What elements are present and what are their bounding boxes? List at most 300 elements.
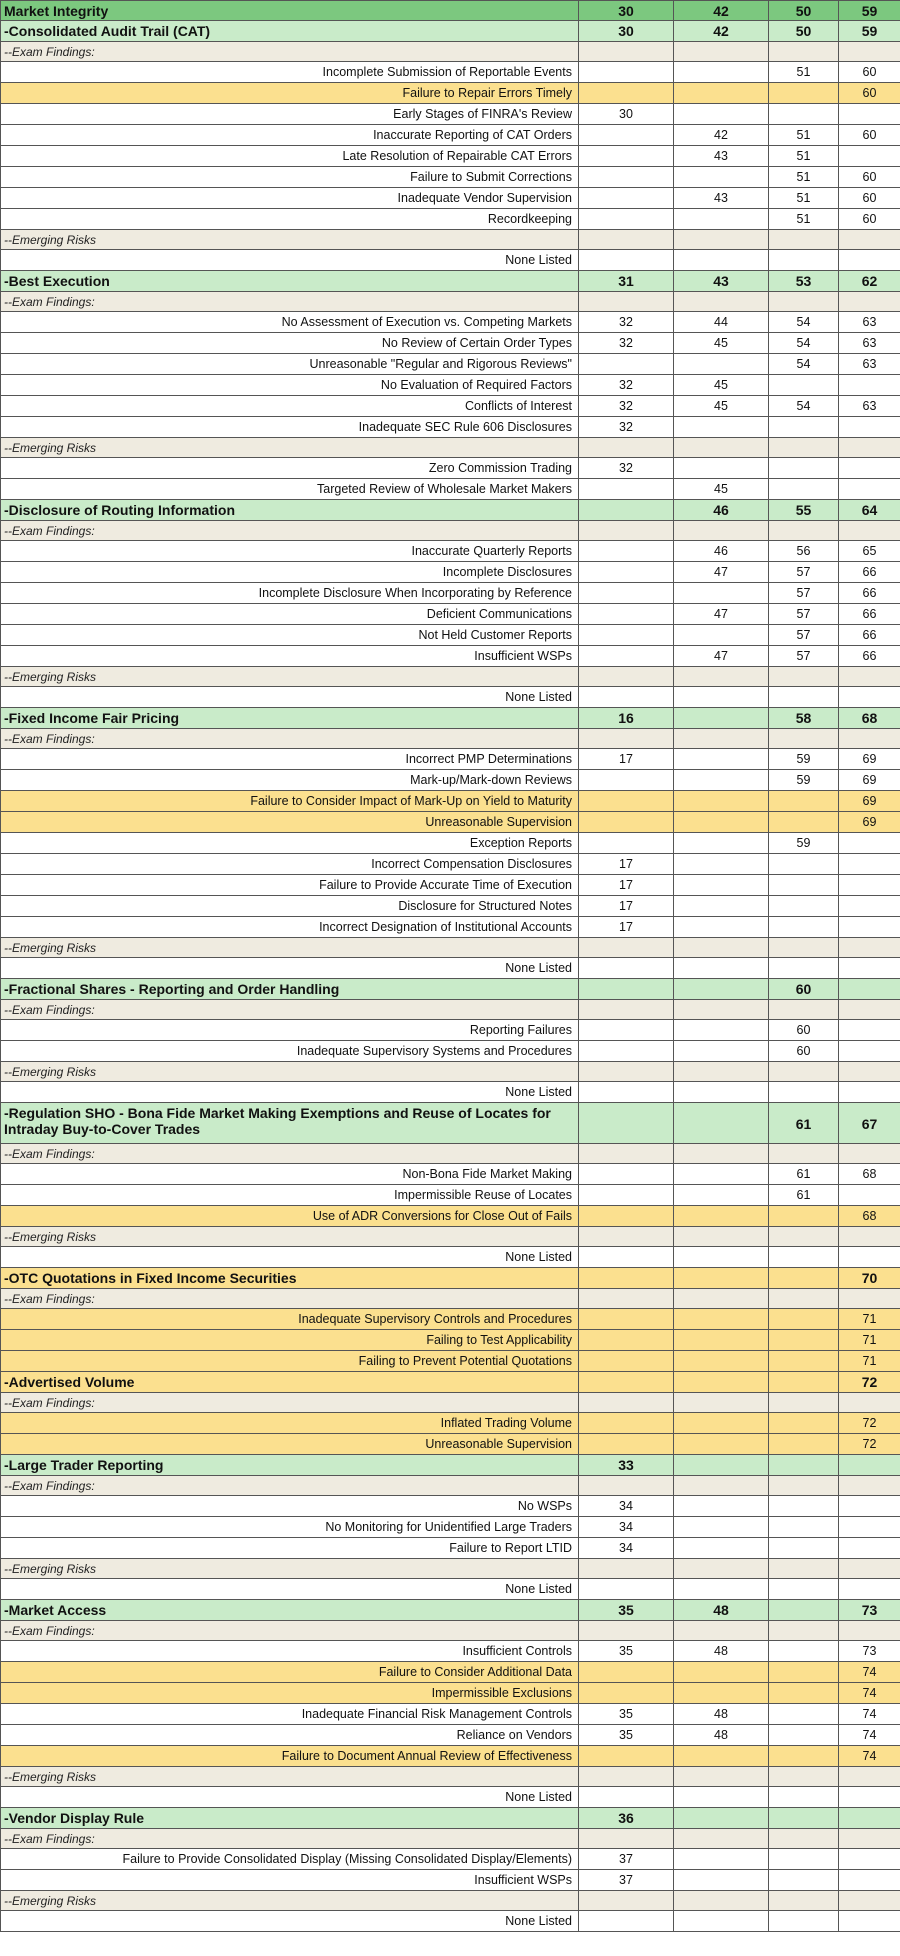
- value-cell: [839, 729, 900, 749]
- finding-row: [1, 312, 900, 333]
- value-cell: [579, 1911, 674, 1932]
- finding-label: Inadequate Supervisory Controls and Procedures: [1, 1309, 579, 1330]
- value-cell: 54: [769, 312, 839, 333]
- value-cell: 51: [769, 125, 839, 146]
- finding-label: Inflated Trading Volume: [1, 1413, 579, 1434]
- value-cell: 73: [839, 1641, 900, 1662]
- value-cell: [674, 104, 769, 125]
- finding-label: Failing to Test Applicability: [1, 1330, 579, 1351]
- value-cell: [579, 1000, 674, 1020]
- value-cell: [674, 1496, 769, 1517]
- value-cell: [674, 1020, 769, 1041]
- value-cell: 60: [839, 188, 900, 209]
- value-cell: 70: [839, 1268, 900, 1289]
- findings-label: --Exam Findings:: [1, 1289, 579, 1309]
- value-cell: [579, 1309, 674, 1330]
- finding-row: [1, 125, 900, 146]
- value-cell: [579, 83, 674, 104]
- finding-label: Impermissible Reuse of Locates: [1, 1185, 579, 1206]
- value-cell: 30: [579, 21, 674, 42]
- section-title: -Consolidated Audit Trail (CAT): [1, 21, 579, 42]
- value-cell: [839, 1808, 900, 1829]
- value-cell: [579, 1767, 674, 1787]
- value-cell: [579, 1393, 674, 1413]
- value-cell: 60: [769, 1041, 839, 1062]
- value-cell: [579, 833, 674, 854]
- value-cell: [839, 1455, 900, 1476]
- finding-label: Early Stages of FINRA's Review: [1, 104, 579, 125]
- finding-label: Failure to Consider Additional Data: [1, 1662, 579, 1683]
- value-cell: [674, 917, 769, 938]
- value-cell: [579, 1268, 674, 1289]
- value-cell: 61: [769, 1185, 839, 1206]
- value-cell: [674, 1393, 769, 1413]
- risks-label-row: [1, 667, 900, 687]
- value-cell: [579, 604, 674, 625]
- value-cell: 51: [769, 167, 839, 188]
- value-cell: [769, 1870, 839, 1891]
- finding-row: [1, 1041, 900, 1062]
- value-cell: [579, 230, 674, 250]
- value-cell: 66: [839, 604, 900, 625]
- finding-row: [1, 1351, 900, 1372]
- value-cell: [674, 1891, 769, 1911]
- value-cell: [769, 1662, 839, 1683]
- section-header-row: [1, 1268, 900, 1289]
- value-cell: [579, 1372, 674, 1393]
- risks-label: --Emerging Risks: [1, 1767, 579, 1787]
- value-cell: [674, 458, 769, 479]
- risks-label-row: [1, 938, 900, 958]
- value-cell: [769, 438, 839, 458]
- finding-row: [1, 541, 900, 562]
- risks-label: --Emerging Risks: [1, 938, 579, 958]
- finding-label: Incomplete Disclosure When Incorporating by Reference: [1, 583, 579, 604]
- finding-label: Non-Bona Fide Market Making: [1, 1164, 579, 1185]
- value-cell: [674, 1164, 769, 1185]
- value-cell: [674, 1082, 769, 1103]
- value-cell: [839, 1185, 900, 1206]
- value-cell: [579, 1227, 674, 1247]
- value-cell: [674, 1621, 769, 1641]
- value-cell: [769, 1455, 839, 1476]
- value-cell: [769, 1476, 839, 1496]
- risk-row: [1, 687, 900, 708]
- value-cell: [839, 1289, 900, 1309]
- finding-label: Deficient Communications: [1, 604, 579, 625]
- section-title: -Fixed Income Fair Pricing: [1, 708, 579, 729]
- value-cell: [674, 1372, 769, 1393]
- value-cell: [769, 1517, 839, 1538]
- value-cell: [579, 1683, 674, 1704]
- finding-label: Impermissible Exclusions: [1, 1683, 579, 1704]
- value-cell: [769, 1808, 839, 1829]
- value-cell: 42: [674, 125, 769, 146]
- value-cell: 61: [769, 1164, 839, 1185]
- value-cell: [674, 667, 769, 687]
- value-cell: [674, 83, 769, 104]
- value-cell: [579, 500, 674, 521]
- section-title: -Disclosure of Routing Information: [1, 500, 579, 521]
- findings-label-row: [1, 729, 900, 749]
- value-cell: 66: [839, 646, 900, 667]
- value-cell: [769, 687, 839, 708]
- value-cell: 17: [579, 917, 674, 938]
- value-cell: [769, 1725, 839, 1746]
- value-cell: 37: [579, 1849, 674, 1870]
- finding-row: [1, 562, 900, 583]
- value-cell: [579, 625, 674, 646]
- value-cell: [769, 1351, 839, 1372]
- section-header-row: [1, 271, 900, 292]
- finding-row: [1, 646, 900, 667]
- value-cell: 47: [674, 562, 769, 583]
- value-cell: [579, 583, 674, 604]
- value-cell: [674, 1144, 769, 1164]
- value-cell: 72: [839, 1413, 900, 1434]
- section-title: -Large Trader Reporting: [1, 1455, 579, 1476]
- value-cell: [769, 292, 839, 312]
- table-header-row: [1, 1, 900, 21]
- value-cell: [674, 938, 769, 958]
- finding-label: Incorrect Designation of Institutional Accounts: [1, 917, 579, 938]
- value-cell: 45: [674, 479, 769, 500]
- value-cell: [674, 417, 769, 438]
- value-cell: 54: [769, 396, 839, 417]
- value-cell: 48: [674, 1641, 769, 1662]
- risks-label-row: [1, 1227, 900, 1247]
- value-cell: [674, 958, 769, 979]
- value-cell: [674, 625, 769, 646]
- value-cell: [839, 1538, 900, 1559]
- finding-row: [1, 333, 900, 354]
- value-cell: [769, 1000, 839, 1020]
- value-cell: 32: [579, 417, 674, 438]
- value-cell: [769, 1787, 839, 1808]
- value-cell: [579, 1206, 674, 1227]
- value-cell: 68: [839, 708, 900, 729]
- risk-row: [1, 1579, 900, 1600]
- value-cell: [839, 42, 900, 62]
- value-cell: [579, 62, 674, 83]
- value-cell: [839, 104, 900, 125]
- value-cell: 63: [839, 312, 900, 333]
- value-cell: [769, 791, 839, 812]
- finding-label: No Assessment of Execution vs. Competing Markets: [1, 312, 579, 333]
- value-cell: [579, 812, 674, 833]
- risk-label: None Listed: [1, 1579, 579, 1600]
- risk-row: [1, 458, 900, 479]
- section-header-row: [1, 1372, 900, 1393]
- value-cell: [674, 1062, 769, 1082]
- findings-label: --Exam Findings:: [1, 292, 579, 312]
- finding-label: No Review of Certain Order Types: [1, 333, 579, 354]
- value-cell: 59: [769, 749, 839, 770]
- findings-label: --Exam Findings:: [1, 1476, 579, 1496]
- value-cell: [579, 521, 674, 541]
- risk-row: [1, 1247, 900, 1268]
- value-cell: [839, 1476, 900, 1496]
- value-cell: [674, 1767, 769, 1787]
- finding-row: [1, 1164, 900, 1185]
- finding-row: [1, 1662, 900, 1683]
- finding-row: [1, 104, 900, 125]
- findings-label-row: [1, 42, 900, 62]
- value-cell: 53: [769, 271, 839, 292]
- value-cell: [839, 1579, 900, 1600]
- value-cell: [769, 42, 839, 62]
- value-cell: [839, 1767, 900, 1787]
- risk-label: Targeted Review of Wholesale Market Makers: [1, 479, 579, 500]
- value-cell: 73: [839, 1600, 900, 1621]
- value-cell: 60: [839, 62, 900, 83]
- finding-label: Exception Reports: [1, 833, 579, 854]
- value-cell: 60: [769, 979, 839, 1000]
- value-cell: [769, 875, 839, 896]
- finding-row: [1, 1746, 900, 1767]
- finding-label: Mark-up/Mark-down Reviews: [1, 770, 579, 791]
- value-cell: [839, 854, 900, 875]
- finding-label: Insufficient Controls: [1, 1641, 579, 1662]
- value-cell: 17: [579, 854, 674, 875]
- value-cell: [769, 375, 839, 396]
- value-cell: 17: [579, 749, 674, 770]
- value-cell: [839, 1911, 900, 1932]
- value-cell: [579, 1621, 674, 1641]
- value-cell: [674, 583, 769, 604]
- value-cell: [839, 917, 900, 938]
- finding-row: [1, 209, 900, 230]
- value-cell: 48: [674, 1600, 769, 1621]
- value-cell: 32: [579, 375, 674, 396]
- section-header-row: [1, 1808, 900, 1829]
- value-cell: [769, 854, 839, 875]
- finding-row: [1, 625, 900, 646]
- value-cell: [769, 479, 839, 500]
- risk-label: None Listed: [1, 1911, 579, 1932]
- finding-row: [1, 770, 900, 791]
- value-cell: 72: [839, 1372, 900, 1393]
- finding-row: [1, 1020, 900, 1041]
- value-cell: 35: [579, 1725, 674, 1746]
- risks-label: --Emerging Risks: [1, 667, 579, 687]
- value-cell: 35: [579, 1704, 674, 1725]
- value-cell: 57: [769, 625, 839, 646]
- risk-label: None Listed: [1, 687, 579, 708]
- section-header-row: [1, 708, 900, 729]
- value-cell: [839, 230, 900, 250]
- findings-label: --Exam Findings:: [1, 729, 579, 749]
- value-cell: 45: [674, 333, 769, 354]
- finding-row: [1, 604, 900, 625]
- value-cell: [839, 1082, 900, 1103]
- finding-label: Incorrect Compensation Disclosures: [1, 854, 579, 875]
- value-cell: [769, 1767, 839, 1787]
- value-cell: [769, 1559, 839, 1579]
- findings-label: --Exam Findings:: [1, 1393, 579, 1413]
- risks-label: --Emerging Risks: [1, 1062, 579, 1082]
- findings-label: --Exam Findings:: [1, 1144, 579, 1164]
- value-cell: [579, 1082, 674, 1103]
- value-cell: [839, 292, 900, 312]
- value-cell: [769, 1144, 839, 1164]
- value-cell: 63: [839, 396, 900, 417]
- value-cell: [579, 770, 674, 791]
- value-cell: [769, 1683, 839, 1704]
- value-cell: 66: [839, 562, 900, 583]
- value-cell: [674, 167, 769, 188]
- risks-label-row: [1, 230, 900, 250]
- value-cell: 51: [769, 146, 839, 167]
- finding-row: [1, 749, 900, 770]
- value-cell: 71: [839, 1330, 900, 1351]
- findings-label: --Exam Findings:: [1, 1000, 579, 1020]
- value-cell: 69: [839, 791, 900, 812]
- finding-label: Reliance on Vendors: [1, 1725, 579, 1746]
- value-cell: 71: [839, 1309, 900, 1330]
- finding-row: [1, 1683, 900, 1704]
- value-cell: 46: [674, 541, 769, 562]
- value-cell: [769, 1641, 839, 1662]
- value-cell: 34: [579, 1517, 674, 1538]
- value-cell: [674, 250, 769, 271]
- finding-label: Inadequate Financial Risk Management Controls: [1, 1704, 579, 1725]
- value-cell: [579, 1579, 674, 1600]
- findings-label-row: [1, 1829, 900, 1849]
- value-cell: [769, 1600, 839, 1621]
- risks-label: --Emerging Risks: [1, 438, 579, 458]
- finding-row: [1, 396, 900, 417]
- value-cell: [839, 1062, 900, 1082]
- value-cell: 32: [579, 333, 674, 354]
- value-cell: 34: [579, 1496, 674, 1517]
- value-cell: 37: [579, 1870, 674, 1891]
- value-cell: [839, 1393, 900, 1413]
- finding-row: [1, 791, 900, 812]
- value-cell: [579, 1351, 674, 1372]
- value-cell: [839, 1559, 900, 1579]
- finding-label: Failure to Report LTID: [1, 1538, 579, 1559]
- findings-label: --Exam Findings:: [1, 521, 579, 541]
- value-cell: [839, 938, 900, 958]
- value-cell: [674, 1517, 769, 1538]
- value-cell: [674, 833, 769, 854]
- value-cell: 34: [579, 1538, 674, 1559]
- header-col-4: 59: [839, 1, 900, 21]
- value-cell: [839, 146, 900, 167]
- value-cell: 36: [579, 1808, 674, 1829]
- value-cell: [839, 1849, 900, 1870]
- value-cell: [839, 1000, 900, 1020]
- value-cell: 59: [769, 833, 839, 854]
- value-cell: 48: [674, 1725, 769, 1746]
- finding-row: [1, 167, 900, 188]
- value-cell: [674, 1787, 769, 1808]
- risk-row: [1, 250, 900, 271]
- value-cell: 31: [579, 271, 674, 292]
- value-cell: 69: [839, 770, 900, 791]
- value-cell: [769, 917, 839, 938]
- value-cell: [769, 250, 839, 271]
- value-cell: [674, 1227, 769, 1247]
- value-cell: [674, 209, 769, 230]
- finding-label: Incomplete Submission of Reportable Events: [1, 62, 579, 83]
- value-cell: [674, 1808, 769, 1829]
- finding-label: Inadequate SEC Rule 606 Disclosures: [1, 417, 579, 438]
- finding-label: Unreasonable Supervision: [1, 1434, 579, 1455]
- value-cell: [674, 1911, 769, 1932]
- findings-label-row: [1, 521, 900, 541]
- value-cell: [674, 729, 769, 749]
- section-title: -Regulation SHO - Bona Fide Market Making Exemptions and Reuse of Locates for Intraday Buy-to-Cover Trades: [1, 1103, 579, 1144]
- value-cell: [674, 521, 769, 541]
- finding-row: [1, 62, 900, 83]
- value-cell: 16: [579, 708, 674, 729]
- value-cell: 57: [769, 583, 839, 604]
- value-cell: [769, 1062, 839, 1082]
- finding-row: [1, 1434, 900, 1455]
- value-cell: 57: [769, 604, 839, 625]
- finding-row: [1, 146, 900, 167]
- value-cell: [674, 1829, 769, 1849]
- finding-row: [1, 896, 900, 917]
- finding-label: Failure to Document Annual Review of Effectiveness: [1, 1746, 579, 1767]
- value-cell: 46: [674, 500, 769, 521]
- value-cell: [769, 1434, 839, 1455]
- value-cell: [579, 1247, 674, 1268]
- value-cell: 54: [769, 354, 839, 375]
- value-cell: [674, 1579, 769, 1600]
- finding-row: [1, 1849, 900, 1870]
- value-cell: [579, 1144, 674, 1164]
- value-cell: [769, 230, 839, 250]
- value-cell: 64: [839, 500, 900, 521]
- value-cell: [769, 1579, 839, 1600]
- value-cell: [674, 354, 769, 375]
- value-cell: [769, 667, 839, 687]
- value-cell: 42: [674, 21, 769, 42]
- value-cell: 30: [579, 104, 674, 125]
- finding-row: [1, 1517, 900, 1538]
- value-cell: [674, 687, 769, 708]
- value-cell: 63: [839, 333, 900, 354]
- value-cell: [769, 1247, 839, 1268]
- value-cell: 47: [674, 646, 769, 667]
- value-cell: [839, 417, 900, 438]
- risk-label: None Listed: [1, 250, 579, 271]
- value-cell: 57: [769, 562, 839, 583]
- value-cell: [579, 146, 674, 167]
- value-cell: 17: [579, 875, 674, 896]
- section-title: -Advertised Volume: [1, 1372, 579, 1393]
- finding-label: Inaccurate Reporting of CAT Orders: [1, 125, 579, 146]
- value-cell: [674, 1206, 769, 1227]
- value-cell: [674, 1309, 769, 1330]
- value-cell: [579, 979, 674, 1000]
- value-cell: [674, 1289, 769, 1309]
- value-cell: [674, 62, 769, 83]
- finding-row: [1, 1725, 900, 1746]
- risk-label: Zero Commission Trading: [1, 458, 579, 479]
- section-title: -Fractional Shares - Reporting and Order Handling: [1, 979, 579, 1000]
- value-cell: [839, 687, 900, 708]
- value-cell: [839, 438, 900, 458]
- value-cell: [769, 1206, 839, 1227]
- value-cell: [674, 1662, 769, 1683]
- value-cell: [769, 1621, 839, 1641]
- finding-row: [1, 583, 900, 604]
- finding-row: [1, 188, 900, 209]
